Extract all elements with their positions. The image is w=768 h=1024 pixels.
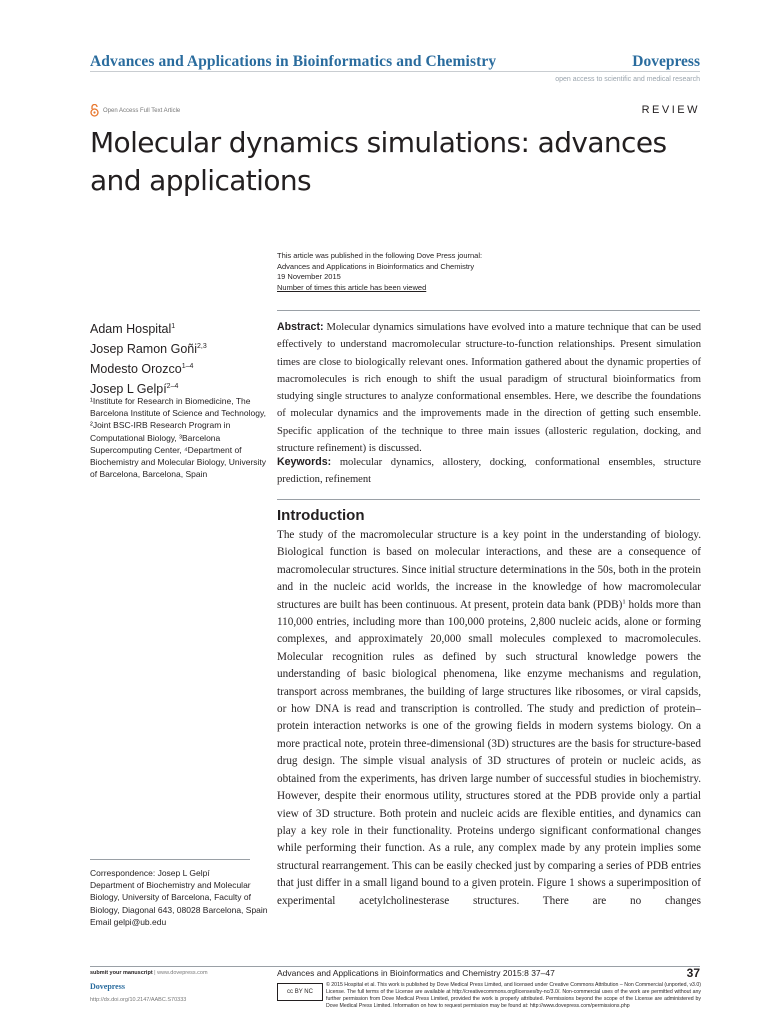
submit-manuscript-link[interactable]: submit your manuscript | www.dovepress.com	[90, 970, 208, 976]
author: Adam Hospital$^1$	[90, 322, 176, 337]
publisher-logo[interactable]: Dovepress	[632, 53, 700, 70]
reference-link[interactable]: 1	[622, 597, 626, 605]
creative-commons-icon[interactable]: cc BY NC	[277, 983, 323, 1001]
keywords-label: Keywords:	[277, 456, 332, 468]
publication-note	[277, 251, 482, 293]
publication-note-date: 19 November 2015	[277, 272, 341, 281]
author: Modesto Orozco$^{1-4}$	[90, 362, 194, 377]
journal-header: Advances and Applications in Bioinformatics and Chemistry	[90, 53, 497, 70]
article-title: Molecular dynamics simulations: advances and applications	[90, 126, 667, 197]
correspondence-address: Department of Biochemistry and Molecular Biology, University of Barcelona, Faculty of Biology, Diagonal 643, 08028 Barcelona, Spain	[90, 880, 268, 915]
footer-citation: Advances and Applications in Bioinformatics and Chemistry 2015:8 37–47	[277, 968, 555, 978]
publisher-tagline: open access to scientific and medical research	[555, 76, 700, 83]
article-type: REVIEW	[641, 104, 700, 116]
page-number: 37	[686, 966, 700, 980]
keywords	[277, 454, 701, 489]
abstract-label: Abstract:	[277, 321, 324, 333]
divider	[277, 310, 700, 311]
open-access-label: Open Access Full Text Article	[103, 107, 181, 114]
section-heading: Introduction	[277, 507, 365, 524]
keywords-text: molecular dynamics, allostery, docking, conformational ensembles, structure prediction, refinement	[277, 457, 701, 486]
doi-link[interactable]: http://dx.doi.org/10.2147/AABC.S70333	[90, 997, 187, 1003]
publication-note-journal: Advances and Applications in Bioinformatics and Chemistry	[277, 261, 475, 271]
author-list	[90, 318, 207, 399]
divider	[90, 859, 250, 860]
footer-rule	[90, 966, 700, 967]
correspondence-email[interactable]: Email gelpi@ub.edu	[90, 916, 167, 927]
abstract	[277, 319, 701, 457]
correspondence	[90, 867, 270, 928]
abstract-text: Molecular dynamics simulations have evolved into a mature technique that can be used effectively to understand macromolecular structure-to-function relationships. Present simulation times are close to biologically relevant ones. Information gathered about the dynamic properties of macromolecules is rich enough to shift the usual paradigm of structural bioinformatics from studying single structures to analyze conformational ensembles. Here, we describe the foundations of molecular dynamics and the improvements made in the direction of getting such ensemble. Specific application of the technique to three main issues (allosteric regulation, docking, and structure refinement) is discussed.	[277, 322, 701, 455]
footer-publisher-logo[interactable]: Dovepress	[90, 982, 125, 991]
open-access-badge	[90, 104, 180, 117]
divider	[277, 499, 700, 500]
header-rule	[90, 71, 700, 72]
publication-note-line: This article was published in the following Dove Press journal:	[277, 251, 483, 260]
author: Josep L Gelpí$^{2-4}$	[90, 382, 179, 397]
author: Josep Ramon Goñi$^{2,3}$	[90, 342, 207, 357]
open-access-lock-icon	[90, 104, 99, 117]
affiliations: ¹Institute for Research in Biomedicine, The Barcelona Institute of Science and Technology, ²Joint BSC-IRB Research Program in Computational Biology, ³Barcelona Supercomputing Center, ⁴Department of Biochemistry and Molecular Biology, University of Barcelona, Barcelona, Spain	[90, 396, 267, 480]
correspondence-name: Correspondence: Josep L Gelpí	[90, 868, 210, 878]
introduction-text: The study of the macromolecular structure is a key point in the understanding of biology. Biological function is based on molecular interactions, and these are a consequence of macromolecular structures. Since initial structure determinations in the 50s, both in the protein and in the nucleic acid worlds, the increase in the knowledge of how macromolecular structures are built has been continuous. At present, protein data bank (PDB)$^1$ holds more than 110,000 entries, including more than 100,000 proteins, 2,800 nucleic acids, alone or forming complexes, and approximately 20,000 small molecules complexed to macromolecules. Molecular recognition rules as defined by such structural knowledge powers the understanding of basic biological phenomena, like enzyme mechanisms and regulation, transport across membranes, the building of large structures like ribosomes, or viral capsids, or how DNA is read and transcription is controlled. The study and prediction of protein–protein interaction networks is one of the growing fields in modern systems biology. On a more practical note, protein three-dimensional (3D) structures are the basis for structure-based drug design. The simple visual analysis of 3D structures of protein or nucleic acids, as obtained from the experiments, has driven large number of successful studies in biochemistry. However, despite their enormous utility, structures stored at the PDB provide only a partial view of 3D structure. Both protein and nucleic acids are flexible entities, and dynamics can play a key role in their functionality. Proteins undergo significant conformational changes while performing their function. As a rule, any complex made by any protein implies some structural rearrangement. This can be easily checked just by comparing a series of PDB entries that just differ in a small ligand bound to a given protein. Figure 1 shows a superimposition of experimental acetylcholinesterase structures. There are no changes	[277, 529, 701, 907]
license-text: © 2015 Hospital et al. This work is published by Dove Medical Press Limited, and licensed under Creative Commons Attribution – Non Commercial (unported, v3.0) License. The full terms of the License are available at http://creativecommons.org/licenses/by-nc/3.0/. Non-commercial uses of the work are permitted without any further permission from Dove Medical Press Limited, provided the work is properly attributed. Permissions beyond the scope of the License are administered by Dove Medical Press Limited. Information on how to request permission may be found at: http://www.dovepress.com/permissions.php	[326, 982, 701, 1009]
view-count-link[interactable]: Number of times this article has been viewed	[277, 282, 427, 292]
